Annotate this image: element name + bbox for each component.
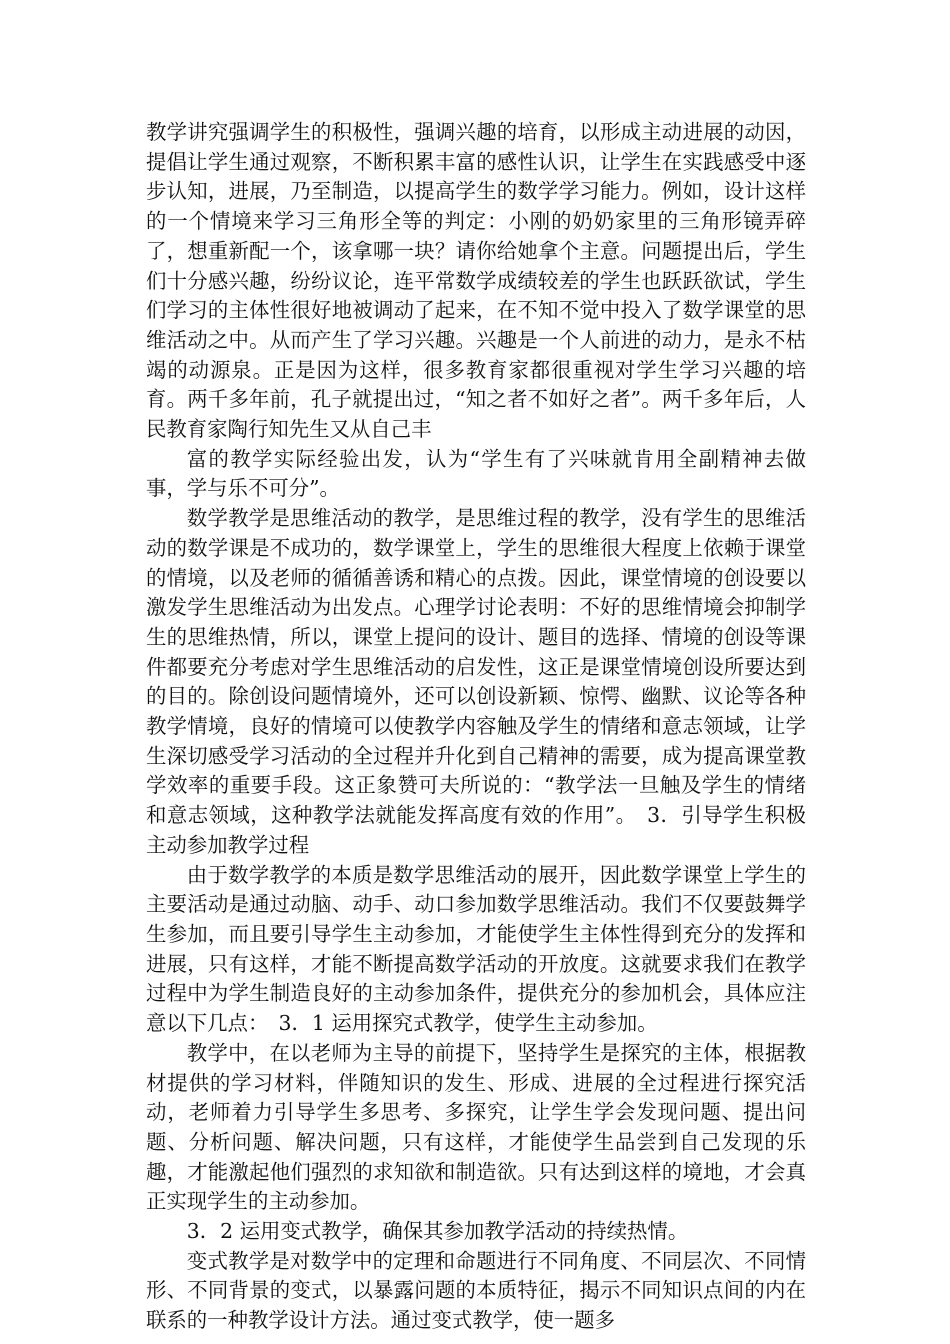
paragraph-heading-3-2: 3．2 运用变式教学，确保其参加教学活动的持续热情。 <box>186 1219 689 1244</box>
paragraph-thinking-activity: 数学教学是思维活动的教学，是思维过程的教学，没有学生的思维活动的数学课是不成功的，数学课堂上，学生的思维很大程度上依赖于课堂的情境，以及老师的循循善诱和精心的点拨。因此，课堂情境的创设要以激发学生思维活动为出发点。心理学讨论表明：不好的思维情境会抑制学生的思维热情，所以，课堂上提问的设计、题目的选择、情境的创设等课件都要充分考虑对学生思维活动的启发性，这正是课堂情境创设所要达到的目的。除创设问题情境外，还可以创设新颖、惊愕、幽默、议论等各种教学情境，良好的情境可以使教学内容触及学生的情绪和意志领域，让学生深切感受学习活动的全过程并升化到自己精神的需要，成为提高课堂教学效率的重要手段。这正象赞可夫所说的：“教学法一旦触及学生的情绪和意志领域，这种教学法就能发挥高度有效的作用”。 3．引导学生积极主动参加教学过程 <box>146 506 806 857</box>
paragraph-inquiry-teaching: 教学中，在以老师为主导的前提下，坚持学生是探究的主体，根据教材提供的学习材料，伴随知识的发生、形成、进展的全过程进行探究活动，老师着力引导学生多思考、多探究，让学生学会发现问题、提出问题、分析问题、解决问题，只有这样，才能使学生品尝到自己发现的乐趣，才能激起他们强烈的求知欲和制造欲。只有达到这样的境地，才会真正实现学生的主动参加。 <box>146 1040 806 1214</box>
document-page <box>146 118 806 1336</box>
paragraph-variant-teaching: 变式教学是对数学中的定理和命题进行不同角度、不同层次、不同情形、不同背景的变式，以暴露问题的本质特征，揭示不同知识点间的内在联系的一种教学设计方法。通过变式教学，使一题多 <box>146 1248 806 1333</box>
paragraph-active-participation: 由于数学教学的本质是数学思维活动的展开，因此数学课堂上学生的主要活动是通过动脑、动手、动口参加数学思维活动。我们不仅要鼓舞学生参加，而且要引导学生主动参加，才能使学生主体性得到充分的发挥和进展，只有这样，才能不断提高数学活动的开放度。这就要求我们在教学过程中为学生制造良好的主动参加条件，提供充分的参加机会，具体应注意以下几点： 3．1 运用探究式教学，使学生主动参加。 <box>146 862 806 1036</box>
paragraph-interest: 教学讲究强调学生的积极性，强调兴趣的培育，以形成主动进展的动因，提倡让学生通过观察，不断积累丰富的感性认识，让学生在实践感受中逐步认知，进展，乃至制造，以提高学生的数学学习能力。例如，设计这样的一个情境来学习三角形全等的判定：小刚的奶奶家里的三角形镜弄碎了，想重新配一个，该拿哪一块？请你给她拿个主意。问题提出后，学生们十分感兴趣，纷纷议论，连平常数学成绩较差的学生也跃跃欲试，学生们学习的主体性很好地被调动了起来，在不知不觉中投入了数学课堂的思维活动之中。从而产生了学习兴趣。兴趣是一个人前进的动力，是永不枯竭的动源泉。正是因为这样，很多教育家都很重视对学生学习兴趣的培育。两千多年前，孔子就提出过，“知之者不如好之者”。两千多年后，人民教育家陶行知先生又从自己丰 <box>146 120 806 442</box>
paragraph-tao-xingzhi: 富的教学实际经验出发，认为“学生有了兴味就肯用全副精神去做事，学与乐不可分”。 <box>146 446 806 501</box>
